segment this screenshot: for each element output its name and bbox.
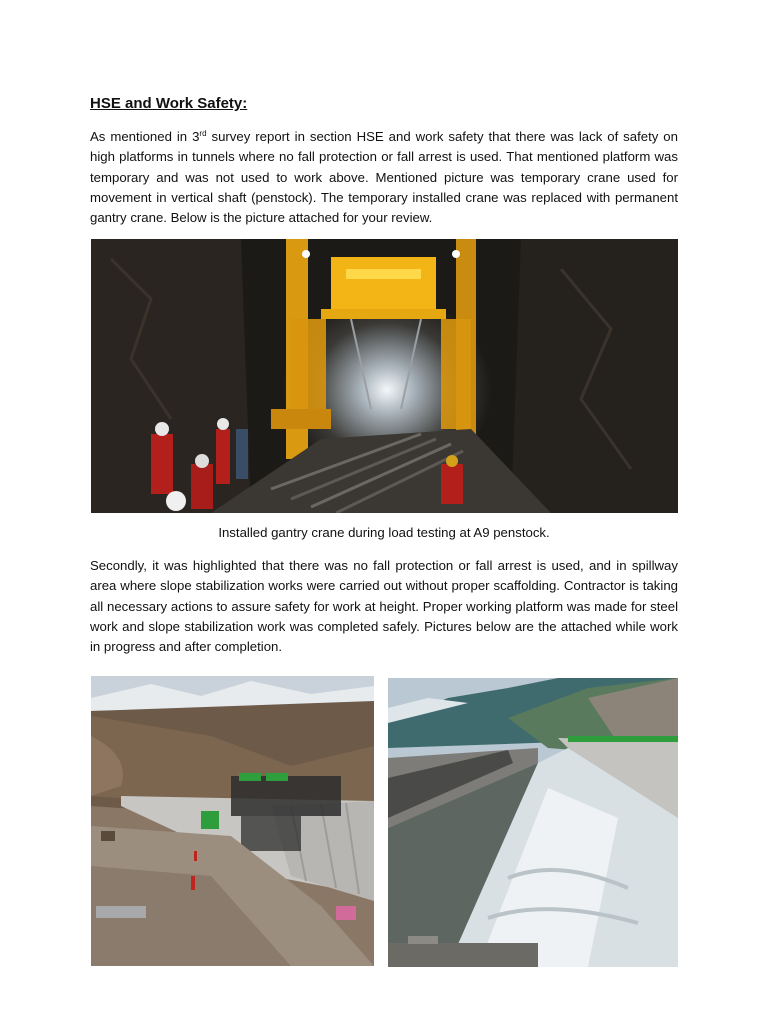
paragraph1-rest: survey report in section HSE and work safety that there was lack of safety on high platforms in tunnels where no fall protection or fall arrest is used. That mentioned platform was temporary and was not used to work above. Mentioned picture was temporary crane used for movement in vertical shaft (penstock). The temporary installed crane was replaced with permanent gantry crane. Below is the picture attached for your review. [90, 129, 678, 226]
paragraph-spillway-safety: Secondly, it was highlighted that there was no fall protection or fall arrest is used, and in spillway area where slope stabilization works were carried out without proper scaffolding. Contractor is taking all necessary actions to assure safety for work at height. Proper working platform was made for steel work and slope stabilization work was completed safely. Pictures below are the attached while work in progress and after completion. [90, 558, 678, 655]
gantry-crane-photo [91, 239, 678, 513]
paragraph1-prefix: As mentioned in 3 [90, 129, 200, 144]
ordinal-superscript: rd [199, 129, 207, 138]
section-heading: HSE and Work Safety: [90, 95, 248, 112]
slope-stabilization-photo [91, 676, 374, 966]
paragraph-crane-replacement [90, 127, 678, 228]
crane-photo-caption: Installed gantry crane during load testing at A9 penstock. [218, 525, 550, 540]
completed-spillway-photo [388, 678, 678, 967]
